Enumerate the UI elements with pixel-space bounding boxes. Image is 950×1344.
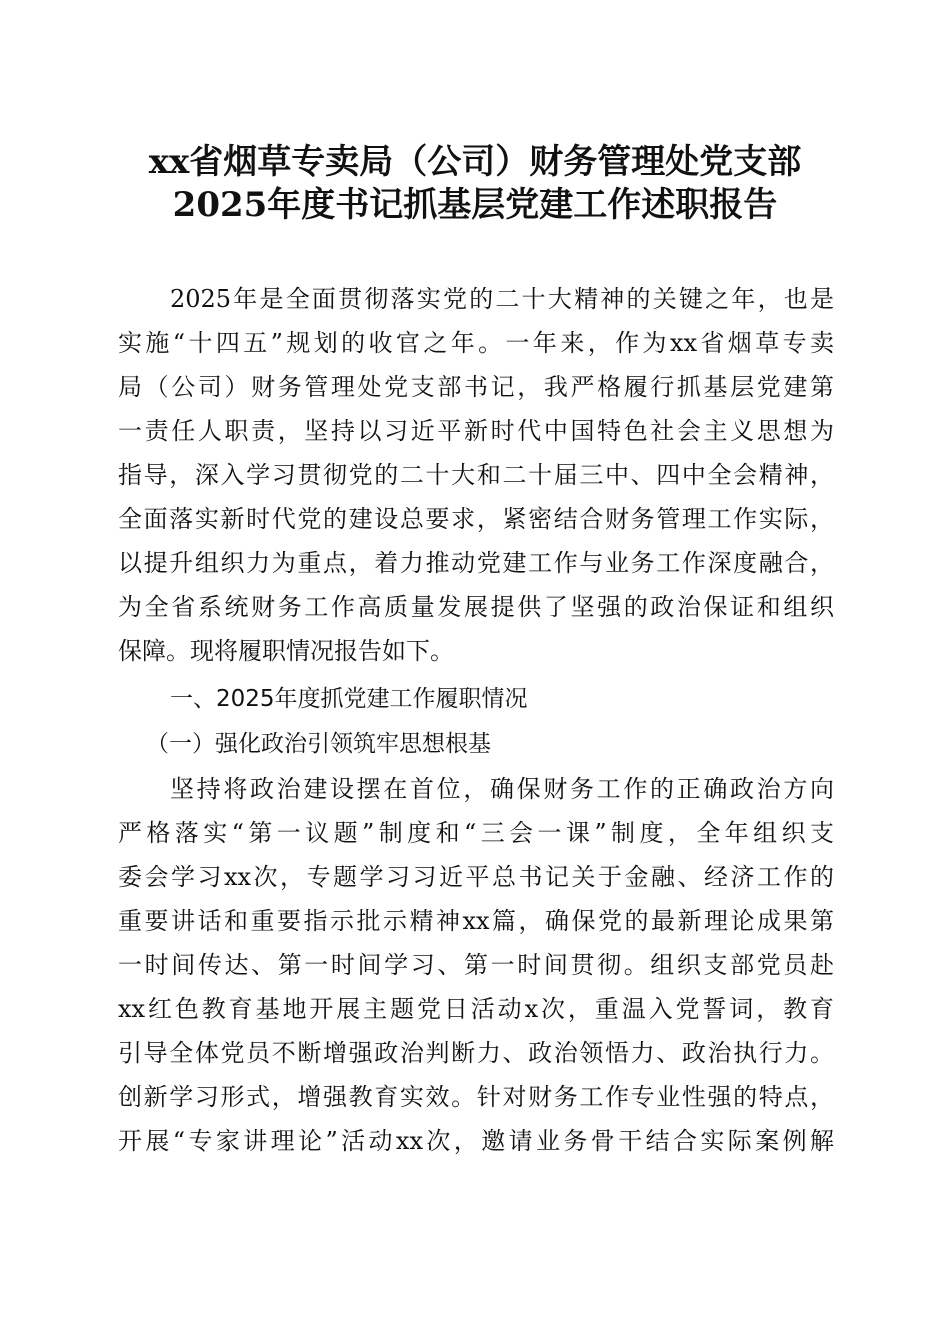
intro-paragraph-line: 全面落实新时代党的建设总要求，紧密结合财务管理工作实际， (118, 505, 834, 533)
document-title-line-2: 2025年度书记抓基层党建工作述职报告 (172, 185, 778, 225)
body-paragraph-line: 一时间传达、第一时间学习、第一时间贯彻。组织支部党员赴 (118, 951, 834, 979)
body-paragraph-line: 坚持将政治建设摆在首位，确保财务工作的正确政治方向 (170, 775, 834, 803)
section-heading: 一、2025年度抓党建工作履职情况 (170, 686, 528, 712)
body-paragraph-line: 委会学习xx次，专题学习习近平总书记关于金融、经济工作的 (118, 863, 834, 891)
intro-paragraph-line: 一责任人职责，坚持以习近平新时代中国特色社会主义思想为 (118, 417, 834, 445)
intro-paragraph-line: 2025年是全面贯彻落实党的二十大精神的关键之年，也是 (170, 285, 834, 313)
body-paragraph-line: 引导全体党员不断增强政治判断力、政治领悟力、政治执行力。 (118, 1039, 834, 1067)
intro-paragraph-line: 实施“十四五”规划的收官之年。一年来，作为xx省烟草专卖 (118, 329, 834, 357)
body-paragraph-line: 严格落实“第一议题”制度和“三会一课”制度，全年组织支 (118, 819, 834, 847)
body-paragraph-line: 开展“专家讲理论”活动xx次，邀请业务骨干结合实际案例解 (118, 1127, 834, 1155)
body-paragraph-line: xx红色教育基地开展主题党日活动x次，重温入党誓词，教育 (118, 995, 834, 1023)
document-title-line-1: xx省烟草专卖局（公司）财务管理处党支部 (148, 142, 802, 182)
intro-paragraph-line: 以提升组织力为重点，着力推动党建工作与业务工作深度融合， (118, 549, 834, 577)
intro-paragraph-line: 局（公司）财务管理处党支部书记，我严格履行抓基层党建第 (118, 373, 834, 401)
intro-paragraph-line: 指导，深入学习贯彻党的二十大和二十届三中、四中全会精神， (118, 461, 834, 489)
intro-paragraph-line: 保障。现将履职情况报告如下。 (118, 637, 454, 665)
body-paragraph-line: 创新学习形式，增强教育实效。针对财务工作专业性强的特点， (118, 1083, 834, 1111)
intro-paragraph-line: 为全省系统财务工作高质量发展提供了坚强的政治保证和组织 (118, 593, 834, 621)
subsection-heading: （一）强化政治引领筑牢思想根基 (146, 731, 491, 757)
body-paragraph-line: 重要讲话和重要指示批示精神xx篇，确保党的最新理论成果第 (118, 907, 834, 935)
